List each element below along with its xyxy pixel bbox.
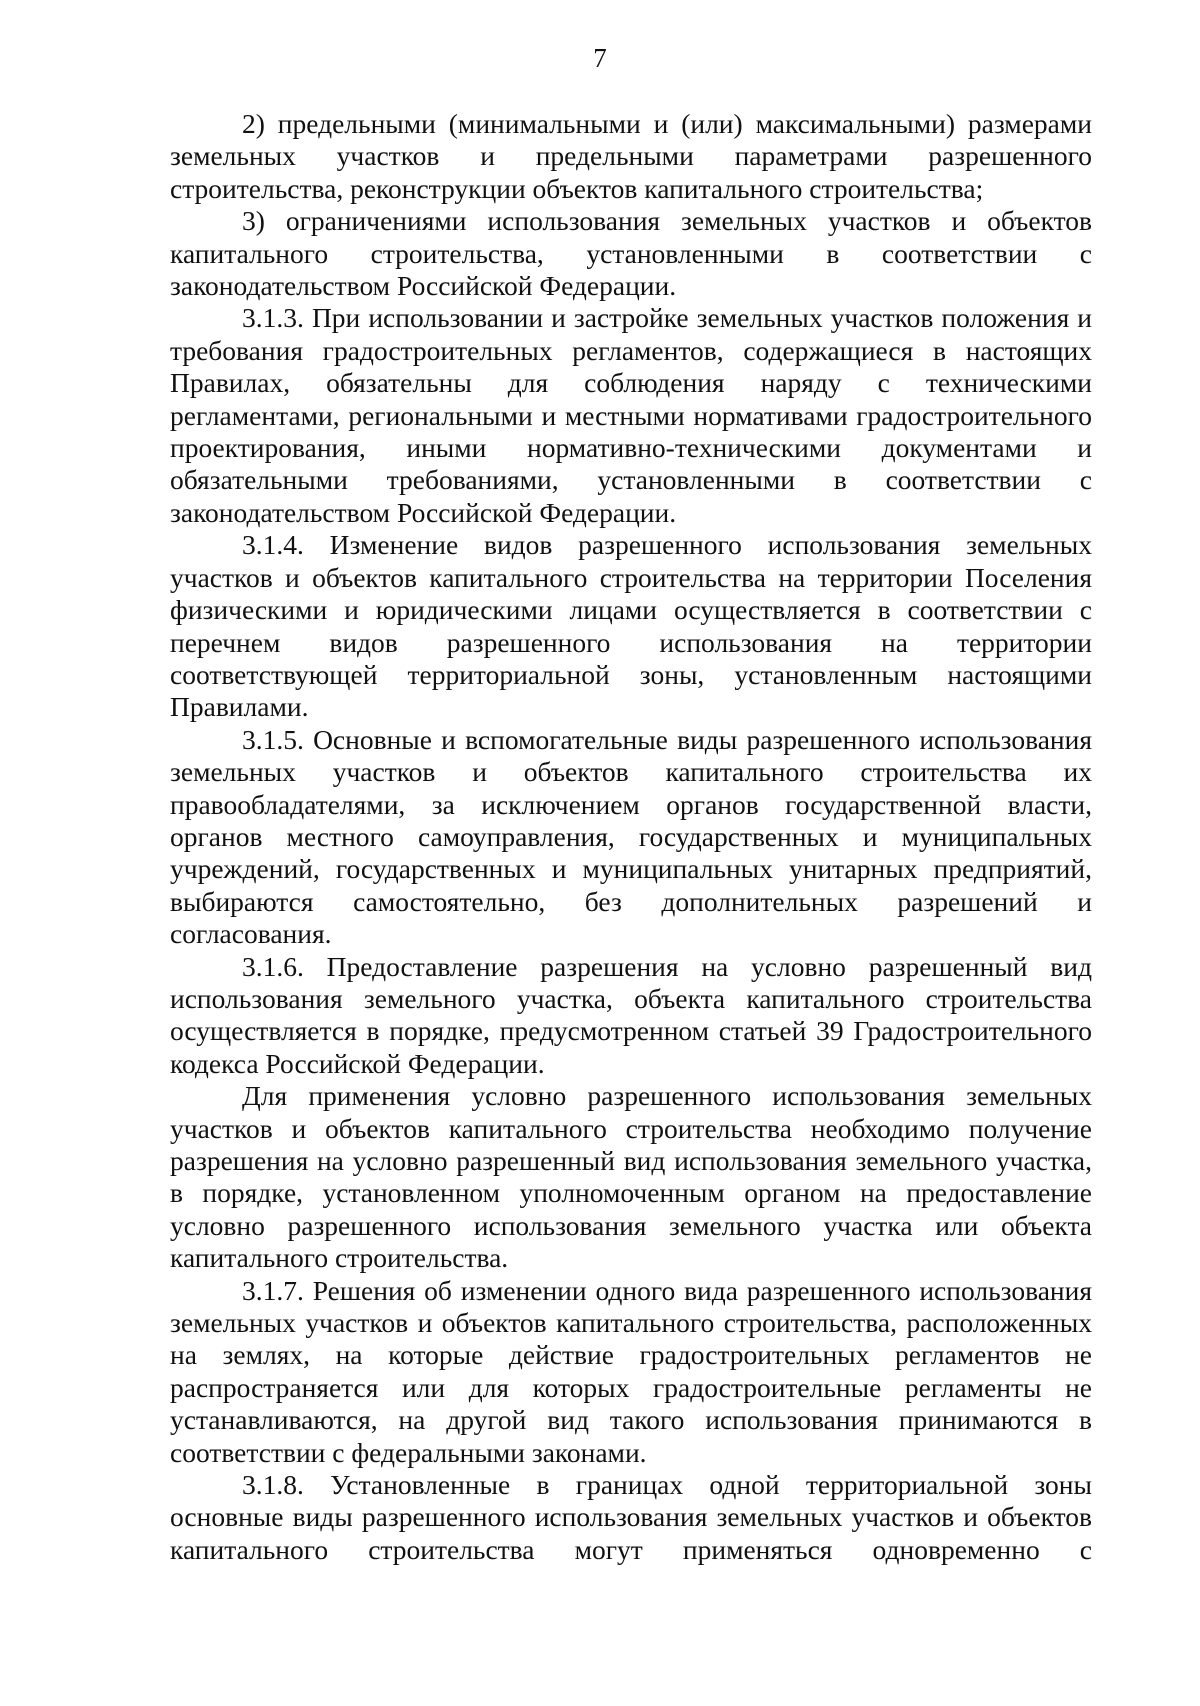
paragraph-item-2: 2) предельными (минимальными и (или) максимальными) размерами земельных участков и предельными параметрами разрешенного строительства, реконструкции объектов капитального строительства; <box>170 108 1092 204</box>
paragraph-item-3: 3) ограничениями использования земельных участков и объектов капитального строительства, установленными в соответствии с законодательством Российской Федерации. <box>170 205 1092 302</box>
paragraph-3-1-8: 3.1.8. Установленные в границах одной территориальной зоны основные виды разрешенного использования земельных участков и объектов капитального строительства могут применяться одновременно с <box>170 1469 1092 1565</box>
paragraph-conditional-use: Для применения условно разрешенного использования земельных участков и объектов капитального строительства необходимо получение разрешения на условно разрешенный вид использования земельного участка, в порядке, установленном уполномоченным органом на предоставление условно разрешенного использования земельного участка или объекта капитального строительства. <box>170 1080 1092 1274</box>
paragraph-3-1-3: 3.1.3. При использовании и застройке земельных участков положения и требования градостроительных регламентов, содержащиеся в настоящих Правилах, обязательны для соблюдения наряду с техническими регламентами, региональными и местными нормативами градостроительного проектирования, иными нормативно-техническими документами и обязательными требованиями, установленными в соответствии с законодательством Российской Федерации. <box>170 302 1092 528</box>
document-body <box>170 108 1092 1566</box>
page-number: 7 <box>593 43 607 73</box>
paragraph-3-1-5: 3.1.5. Основные и вспомогательные виды разрешенного использования земельных участков и объектов капитального строительства их правообладателями, за исключением органов государственной власти, органов местного самоуправления, государственных и муниципальных учреждений, государственных и муниципальных унитарных предприятий, выбираются самостоятельно, без дополнительных разрешений и согласования. <box>170 723 1092 950</box>
paragraph-3-1-7: 3.1.7. Решения об изменении одного вида разрешенного использования земельных участков и объектов капитального строительства, расположенных на землях, на которые действие градостроительных регламентов не распространяется или для которых градостроительные регламенты не устанавливаются, на другой вид такого использования принимаются в соответствии с федеральными законами. <box>170 1274 1092 1468</box>
paragraph-3-1-4: 3.1.4. Изменение видов разрешенного использования земельных участков и объектов капитального строительства на территории Поселения физическими и юридическими лицами осуществляется в соответствии с перечнем видов разрешенного использования на территории соответствующей территориальной зоны, установленным настоящими Правилами. <box>170 529 1092 723</box>
paragraph-3-1-6: 3.1.6. Предоставление разрешения на условно разрешенный вид использования земельного участка, объекта капитального строительства осуществляется в порядке, предусмотренном статьей 39 Градостроительного кодекса Российской Федерации. <box>170 950 1092 1079</box>
